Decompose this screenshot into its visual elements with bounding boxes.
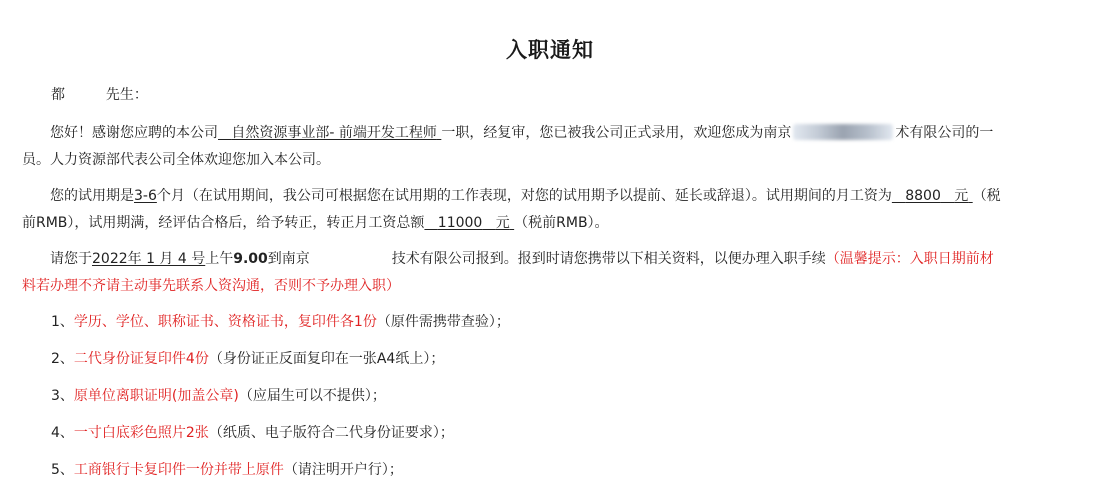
material-item-1: 1、学历、学位、职称证书、资格证书，复印件各1份（原件需携带查验）；: [51, 314, 510, 330]
document-title: 入职通知: [506, 38, 594, 62]
material-item-2: 2、二代身份证复印件4份（身份证正反面复印在一张A4纸上）；: [51, 351, 445, 367]
recipient-salutation: 先生：: [105, 87, 148, 103]
department-position: 自然资源事业部- 前端开发工程师: [231, 125, 437, 141]
probation-salary: 8800 元: [905, 188, 969, 204]
warm-tip-start: （温馨提示：入职日期前材: [825, 251, 994, 267]
greeting-line: [51, 84, 1100, 104]
material-item-4: 4、一寸白底彩色照片2张（纸质、电子版符合二代身份证要求）；: [51, 425, 454, 441]
probation-months: 3-6: [134, 188, 157, 204]
redacted-company-name: [793, 124, 893, 140]
salary-paragraph-line2: 前RMB），试用期满，经评估合格后，给予转正，转正月工资总额 11000 元 （税前RMB）。: [22, 215, 609, 231]
material-item-3: 3、原单位离职证明(加盖公章)（应届生可以不提供）；: [51, 388, 386, 404]
regular-salary: 11000 元: [437, 215, 510, 231]
material-item-5: 5、工商银行卡复印件一份并带上原件（请注明开户行）；: [51, 462, 403, 478]
cropped-next-line: [22, 490, 922, 504]
welcome-paragraph-line2: 员。人力资源部代表公司全体欢迎您加入本公司。: [22, 152, 330, 168]
welcome-paragraph-line1: 您好！感谢您应聘的本公司 自然资源事业部- 前端开发工程师 一职，经复审，您已被我公司正式录用，欢迎您成为南京 术有限公司的一: [50, 125, 994, 141]
report-time: 9.00: [233, 251, 268, 267]
report-paragraph-line1: 请您于2022年 1 月 4 号上午9.00到南京 技术有限公司报到。报到时请您携带以下相关资料，以便办理入职手续（温馨提示：入职日期前材: [50, 251, 994, 267]
warm-tip-line2: 料若办理不齐请主动事先联系人资沟通，否则不予办理入职）: [22, 278, 400, 294]
recipient-surname: 都: [51, 87, 65, 103]
salary-paragraph-line1: 您的试用期是3-6个月（在试用期间，我公司可根据您在试用期的工作表现，对您的试用期予以提前、延长或辞退）。试用期间的月工资为 8800 元 （税: [50, 188, 1001, 204]
report-date: 2022年 1 月 4 号: [92, 251, 206, 267]
